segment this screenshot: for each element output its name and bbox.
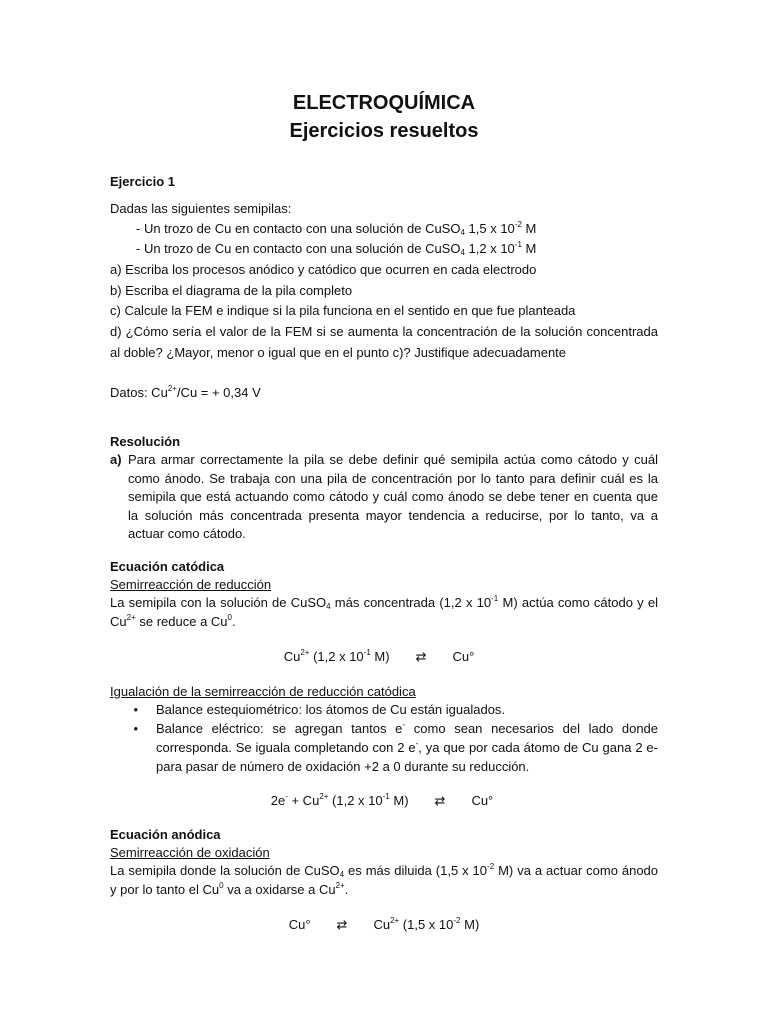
cathodic-subheading: Semirreacción de reducción — [110, 577, 272, 592]
equilibrium-arrow: ⇄ — [434, 793, 446, 808]
anodic-equation: Cu° ⇄ $Cu^{2+}$ (1,5 x $10^{-2}$ M) — [288, 916, 480, 932]
exercise-item-2: - Un trozo de Cu en contacto con una solución de CuSO$_4$ 1,2 x $10^{-1}$ M — [136, 240, 537, 257]
exercise-item-1: - Un trozo de Cu en contacto con una solución de CuSO$_4$ 1,5 x $10^{-2}$ M — [136, 220, 537, 237]
document-title: ELECTROQUÍMICA — [292, 92, 476, 114]
anodic-heading: Ecuación anódica — [110, 827, 221, 842]
cathodic-heading: Ecuación catódica — [110, 559, 225, 574]
balance-bullet-2: • Balance eléctrico: se agregan tantos e- como sean necesarios del lado donde corresponda. Se iguala completando con 2 e-, ya que por cada átomo de Cu gana 2 e- para pasar de número de oxidación +2 a 0 durante su reducción. — [133, 720, 659, 774]
question-b: b) Escriba el diagrama de la pila completo — [110, 283, 353, 298]
balance-bullet-1: • Balance estequiométrico: los átomos de Cu están igualados. — [133, 702, 506, 717]
exercise-heading: Ejercicio 1 — [110, 174, 176, 189]
resolution-item-a — [110, 451, 658, 544]
question-a: a) Escriba los procesos anódico y catódico que ocurren en cada electrodo — [110, 262, 537, 277]
balanced-cathodic-equation: $2e^- + Cu^{2+}$ (1,2 x $10^{-1}$ M) ⇄ Cu° — [270, 792, 494, 808]
cathodic-paragraph: La semipila con la solución de CuSO$_4$ más concentrada (1,2 x $10^{-1}$ M) actúa como cátodo y el $Cu^{2+}$ se reduce a Cu$^0$. — [110, 594, 658, 629]
anodic-paragraph: La semipila donde la solución de CuSO$_4$ es más diluida (1,5 x $10^{-2}$ M) va a actuar como ánodo y por lo tanto el Cu$^0$ va a oxidarse a $Cu^{2+}$. — [110, 862, 659, 897]
question-d: d) ¿Cómo sería el valor de la FEM si se aumenta la concentración de la solución concentrada al doble? ¿Mayor, menor o igual que en el punto c)? Justifique adecuadamente — [110, 324, 658, 360]
item-text: Para armar correctamente la pila se debe definir qué semipila actúa como cátodo y cuál como ánodo. Se trabaja con una pila de concentración por lo tanto para definir cuál es la semipila que está actuando como cátodo y cuál como ánodo se debe tener en cuenta que la solución más concentrada presenta mayor tendencia a reducirse, por lo tanto, va a actuar como cátodo. — [128, 452, 658, 541]
exercise-intro: Dadas las siguientes semipilas: — [110, 201, 292, 216]
balance-heading: Igualación de la semirreacción de reducción catódica — [110, 684, 416, 699]
document-subtitle: Ejercicios resueltos — [289, 120, 479, 142]
cathodic-equation: $Cu^{2+}$ (1,2 x $10^{-1}$ M) ⇄ Cu° — [283, 648, 475, 664]
resolution-heading: Resolución — [110, 434, 181, 449]
anodic-subheading: Semirreacción de oxidación — [110, 845, 270, 860]
item-label: a) — [110, 452, 122, 467]
exercise-data: Datos: $Cu^{2+}/Cu$ = + 0,34 V — [110, 384, 261, 400]
equilibrium-arrow: ⇄ — [336, 917, 348, 932]
equilibrium-arrow: ⇄ — [415, 649, 427, 664]
question-c: c) Calcule la FEM e indique si la pila funciona en el sentido en que fue planteada — [110, 303, 576, 318]
